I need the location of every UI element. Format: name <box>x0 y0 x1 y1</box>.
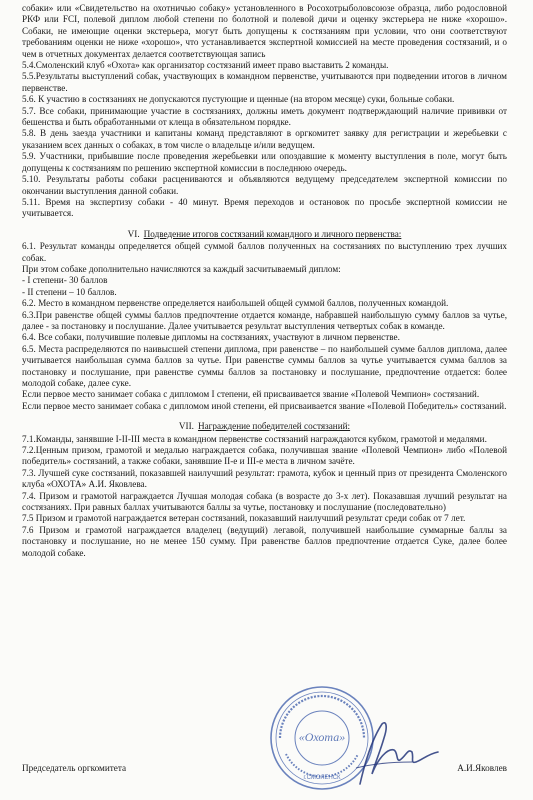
paragraph: 5.10. Результаты работы собаки расцениваются и объявляются ведущему председателем экспертной комиссии по окончании выступления данной собаки. <box>22 174 507 196</box>
section-7-body <box>22 434 507 559</box>
paragraph: 6.2. Место в командном первенстве определяется наибольшей общей суммой баллов, полученных командой. <box>22 298 449 309</box>
chairman-label: Председатель оргкомитета <box>22 763 127 773</box>
section-6-heading <box>22 229 507 240</box>
paragraph: 7.6 Призом и грамотой награждается владелец (ведущий) легавой, получившей наибольшие суммарные баллы за постановку и послушание, но не менее 150 сумму. При равенстве баллов предпочтение отдается Суке, далее более молодой собаке. <box>22 524 507 558</box>
paragraph: 6.5. Места распределяются по наивысшей степени диплома, при равенстве – по наибольшей сумме баллов диплома, далее учитывается наибольшая сумма баллов за чутье. При равенстве суммы баллов за чутье учитывается сумма баллов за постановку и послушание, при равенстве суммы баллов за постановку и послушание, предпочтение отдается: более молодой собаке, далее суке. <box>22 343 507 388</box>
list-item: - I степени- 30 баллов <box>22 275 108 286</box>
paragraph: 7.5 Призом и грамотой награждается ветеран состязаний, показавший наилучший результат среди собак от 7 лет. <box>22 513 466 524</box>
paragraph: 6.1. Результат команды определяется общей суммой баллов полученных на состязаниях по выступлению трех лучших собак. <box>22 241 507 263</box>
paragraph: 5.5.Результаты выступлений собак, участвующих в командном первенстве, учитываются при подведении итогов в личном первенстве. <box>22 71 507 93</box>
signatory-name: А.И.Яковлев <box>457 763 507 773</box>
paragraph: 7.3. Лучшей суке состязаний, показавшей наилучший результат: грамота, кубок и ценный приз от президента Смоленского клуба «ОХОТА» А.И. Яковлева. <box>22 467 507 490</box>
paragraph: 7.1.Команды, занявшие I-II-III места в командном первенстве состязаний награждаются кубком, грамотой и медалями. <box>22 433 487 444</box>
paragraph: 6.4. Все собаки, получившие полевые дипломы на состязаниях, участвуют в личном первенстве. <box>22 332 400 343</box>
list-item: - II степени – 10 баллов. <box>22 286 117 297</box>
paragraph: 7.4. Призом и грамотой награждается Лучшая молодая собака (в возрасте до 3-х лет). Показавшая лучший результат на состязаниях. При равных баллах учитываются баллы за чутье, постановку и послушание (последовательно) <box>22 490 507 513</box>
section-6-body <box>22 241 507 412</box>
paragraph: 5.8. В день заезда участники и капитаны команд представляют в оргкомитет заявку для регистрации и жеребьевки с указанием всех данных о собаках, в том числе о владельце и/или ведущем. <box>22 128 507 150</box>
section-title: Подведение итогов состязаний командного и личного первенства: <box>143 228 402 239</box>
paragraph: Если первое место занимает собака с дипломом I степени, ей присваивается звание «Полевой Чемпион» состязаний. <box>22 389 480 400</box>
section-7-heading <box>22 421 507 432</box>
handwritten-signature <box>352 718 442 790</box>
paragraph: 5.4.Смоленский клуб «Охота» как организатор состязаний имеет право выставить 2 команды. <box>22 60 389 71</box>
paragraph: 5.11. Время на экспертизу собаки - 40 минут. Время переходов и остановок по просьбе экспертной комиссии не учитывается. <box>22 196 507 219</box>
paragraph: 5.6. К участию в состязаниях не допускаются пустующие и щенные (на втором месяце) суки, больные собаки. <box>22 94 455 105</box>
organization-stamp <box>268 684 376 792</box>
intro-block <box>22 3 507 220</box>
stamp-center-text: «Охота» <box>298 730 346 744</box>
paragraph: 5.7. Все собаки, принимающие участие в состязаниях, должны иметь документ подтверждающий наличие прививки от бешенства и быть обработанными от клеща в обязательном порядке. <box>22 105 507 128</box>
paragraph: 6.3.При равенстве общей суммы баллов предпочтение отдается команде, набравшей наибольшую сумму баллов за чутье, далее - за постановку и послушание. Далее учитывается результат выступления четвертых собак в команде. <box>22 309 507 331</box>
section-title: Награждение победителей состязаний: <box>197 421 351 432</box>
section-number: VI. <box>127 228 140 239</box>
paragraph: собаки» или «Свидетельство на охотничью собаку» установленного в Росохотрыболовсоюзе образца, либо родословной РКФ или FCI, полевой диплом любой степени по болотной и полевой дичи и оценку экстерьера не ниже «хорошо». Собаки, не имеющие оценки экстерьера, могут быть допущены к состязаниям при условии, что они соответствуют требованиям оценки не ниже «хорошо», что устанавливается экспертной комиссией на месте проведения состязаний, и о чем в отчетных документах делается соответствующая запись <box>22 3 507 59</box>
signature-line <box>22 763 507 774</box>
paragraph: При этом собаке дополнительно начисляются за каждый засчитываемый диплом: <box>22 263 341 274</box>
paragraph: 7.2.Ценным призом, грамотой и медалью награждается собака, получившая звание «Полевой Чемпион» либо «Полевой победитель» состязаний, а также собаки, занявшие II-е и III-е места в личном зачёте. <box>22 445 507 467</box>
paragraph: Если первое место занимает собака с дипломом иной степени, ей присваивается звание «Полевой Победитель» состязаний. <box>22 400 507 411</box>
paragraph: 5.9. Участники, прибывшие после проведения жеребьевки или опоздавшие к моменту выступления в поле, могут быть допущены к состязаниям по решению экспертной комиссии в последнюю очередь. <box>22 151 507 173</box>
stamp-city-text: г.СМОЛЕНСК <box>303 775 341 781</box>
section-number: VII. <box>178 421 194 432</box>
